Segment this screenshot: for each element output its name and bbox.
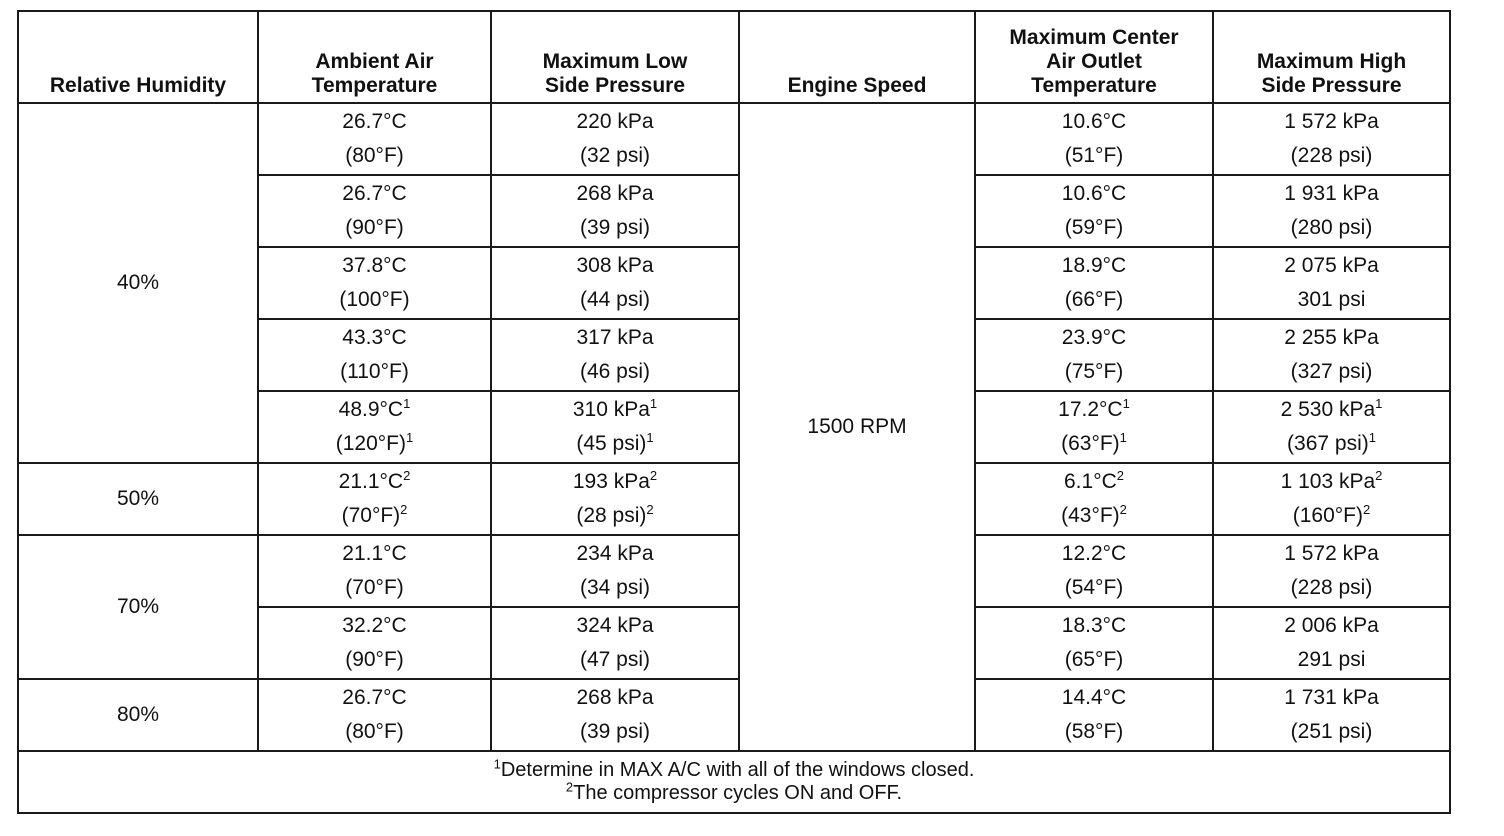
table-row <box>18 463 1450 535</box>
low-side-pressure-cell: 193 kPa$^2$ (28 psi)$^2$ <box>491 463 739 535</box>
high-side-pressure-cell: 1 572 kPa (228 psi) <box>1213 103 1450 175</box>
high-side-pressure-cell: 1 731 kPa (251 psi) <box>1213 679 1450 751</box>
table-row <box>18 679 1450 751</box>
ambient-temperature-cell: 26.7°C (90°F) <box>258 175 491 247</box>
footnotes <box>18 751 1450 813</box>
ac-performance-table <box>17 10 1451 814</box>
low-side-pressure-cell: 234 kPa (34 psi) <box>491 535 739 607</box>
high-side-pressure-cell: 2 075 kPa 301 psi <box>1213 247 1450 319</box>
footnote-marker: 1 <box>1368 430 1376 445</box>
header-relative-humidity: Relative Humidity <box>18 11 258 103</box>
footnote-marker: 2 <box>1363 502 1371 517</box>
footnote-marker: 1 <box>406 430 414 445</box>
relative-humidity-cell: 50% <box>18 463 258 535</box>
high-side-pressure-cell: 1 572 kPa (228 psi) <box>1213 535 1450 607</box>
header-max-center-air-outlet-temperature: Maximum Center Air Outlet Temperature <box>975 11 1213 103</box>
footnotes-row <box>18 751 1450 813</box>
high-side-pressure-cell: 1 931 kPa (280 psi) <box>1213 175 1450 247</box>
engine-speed-cell: 1500 RPM <box>739 103 975 751</box>
footnote-marker: 2 <box>400 502 408 517</box>
table-row <box>18 535 1450 607</box>
ambient-temperature-cell: $21.1^\circ C^2$ $(70^\circ F)^2$ <box>258 463 491 535</box>
footnote-marker: 2 <box>1119 502 1127 517</box>
ambient-temperature-cell: 37.8°C (100°F) <box>258 247 491 319</box>
low-side-pressure-cell: 268 kPa (39 psi) <box>491 175 739 247</box>
low-side-pressure-cell: 220 kPa (32 psi) <box>491 103 739 175</box>
outlet-temperature-cell: 14.4°C (58°F) <box>975 679 1213 751</box>
footnote-marker: 2 <box>646 502 654 517</box>
footnote-1: $^1$Determine in MAX A/C with all of the windows closed. <box>493 756 975 781</box>
outlet-temperature-cell: 18.3°C (65°F) <box>975 607 1213 679</box>
table-row <box>18 103 1450 175</box>
ambient-temperature-cell: 32.2°C (90°F) <box>258 607 491 679</box>
high-side-pressure-cell: 2 255 kPa (327 psi) <box>1213 319 1450 391</box>
ambient-temperature-cell: 21.1°C (70°F) <box>258 535 491 607</box>
ambient-temperature-cell: 43.3°C (110°F) <box>258 319 491 391</box>
relative-humidity-cell: 80% <box>18 679 258 751</box>
table-body <box>18 103 1450 751</box>
ambient-temperature-cell: $48.9^\circ C^1$ $(120^\circ F)^1$ <box>258 391 491 463</box>
low-side-pressure-cell: 310 kPa$^1$ (45 psi)$^1$ <box>491 391 739 463</box>
footnote-marker: 1 <box>646 430 654 445</box>
relative-humidity-cell: 70% <box>18 535 258 679</box>
outlet-temperature-cell: 23.9°C (75°F) <box>975 319 1213 391</box>
footnote-marker: 1 <box>1122 395 1130 411</box>
footnote-marker: 1 <box>403 395 411 411</box>
header-max-high-side-pressure: Maximum High Side Pressure <box>1213 11 1450 103</box>
low-side-pressure-cell: 324 kPa (47 psi) <box>491 607 739 679</box>
header-row <box>18 11 1450 103</box>
header-engine-speed: Engine Speed <box>739 11 975 103</box>
header-ambient-air-temperature: Ambient Air Temperature <box>258 11 491 103</box>
footnote-marker: 2 <box>1116 467 1124 483</box>
relative-humidity-cell: 40% <box>18 103 258 463</box>
footnote-marker: 2 <box>649 467 658 483</box>
footnote-marker: 1 <box>649 395 658 411</box>
outlet-temperature-cell: 18.9°C (66°F) <box>975 247 1213 319</box>
footnote-marker: 2 <box>403 467 411 483</box>
footnote-marker: 1 <box>1119 430 1127 445</box>
low-side-pressure-cell: 308 kPa (44 psi) <box>491 247 739 319</box>
high-side-pressure-cell: 1 103 kPa$^2$ $(160^\circ F)^2$ <box>1213 463 1450 535</box>
footnote-2: $^2$The compressor cycles ON and OFF. <box>565 779 903 804</box>
footnote-marker: 1 <box>1375 395 1383 411</box>
high-side-pressure-cell: 2 006 kPa 291 psi <box>1213 607 1450 679</box>
header-max-low-side-pressure: Maximum Low Side Pressure <box>491 11 739 103</box>
ambient-temperature-cell: 26.7°C (80°F) <box>258 679 491 751</box>
outlet-temperature-cell: $6.1^\circ C^2$ $(43^\circ F)^2$ <box>975 463 1213 535</box>
outlet-temperature-cell: 12.2°C (54°F) <box>975 535 1213 607</box>
low-side-pressure-cell: 268 kPa (39 psi) <box>491 679 739 751</box>
ambient-temperature-cell: 26.7°C (80°F) <box>258 103 491 175</box>
outlet-temperature-cell: 10.6°C (51°F) <box>975 103 1213 175</box>
high-side-pressure-cell: 2 530 kPa$^1$ (367 psi)$^1$ <box>1213 391 1450 463</box>
low-side-pressure-cell: 317 kPa (46 psi) <box>491 319 739 391</box>
footnote-marker: 2 <box>1375 467 1383 483</box>
outlet-temperature-cell: 10.6°C (59°F) <box>975 175 1213 247</box>
outlet-temperature-cell: $17.2^\circ C^1$ $(63^\circ F)^1$ <box>975 391 1213 463</box>
